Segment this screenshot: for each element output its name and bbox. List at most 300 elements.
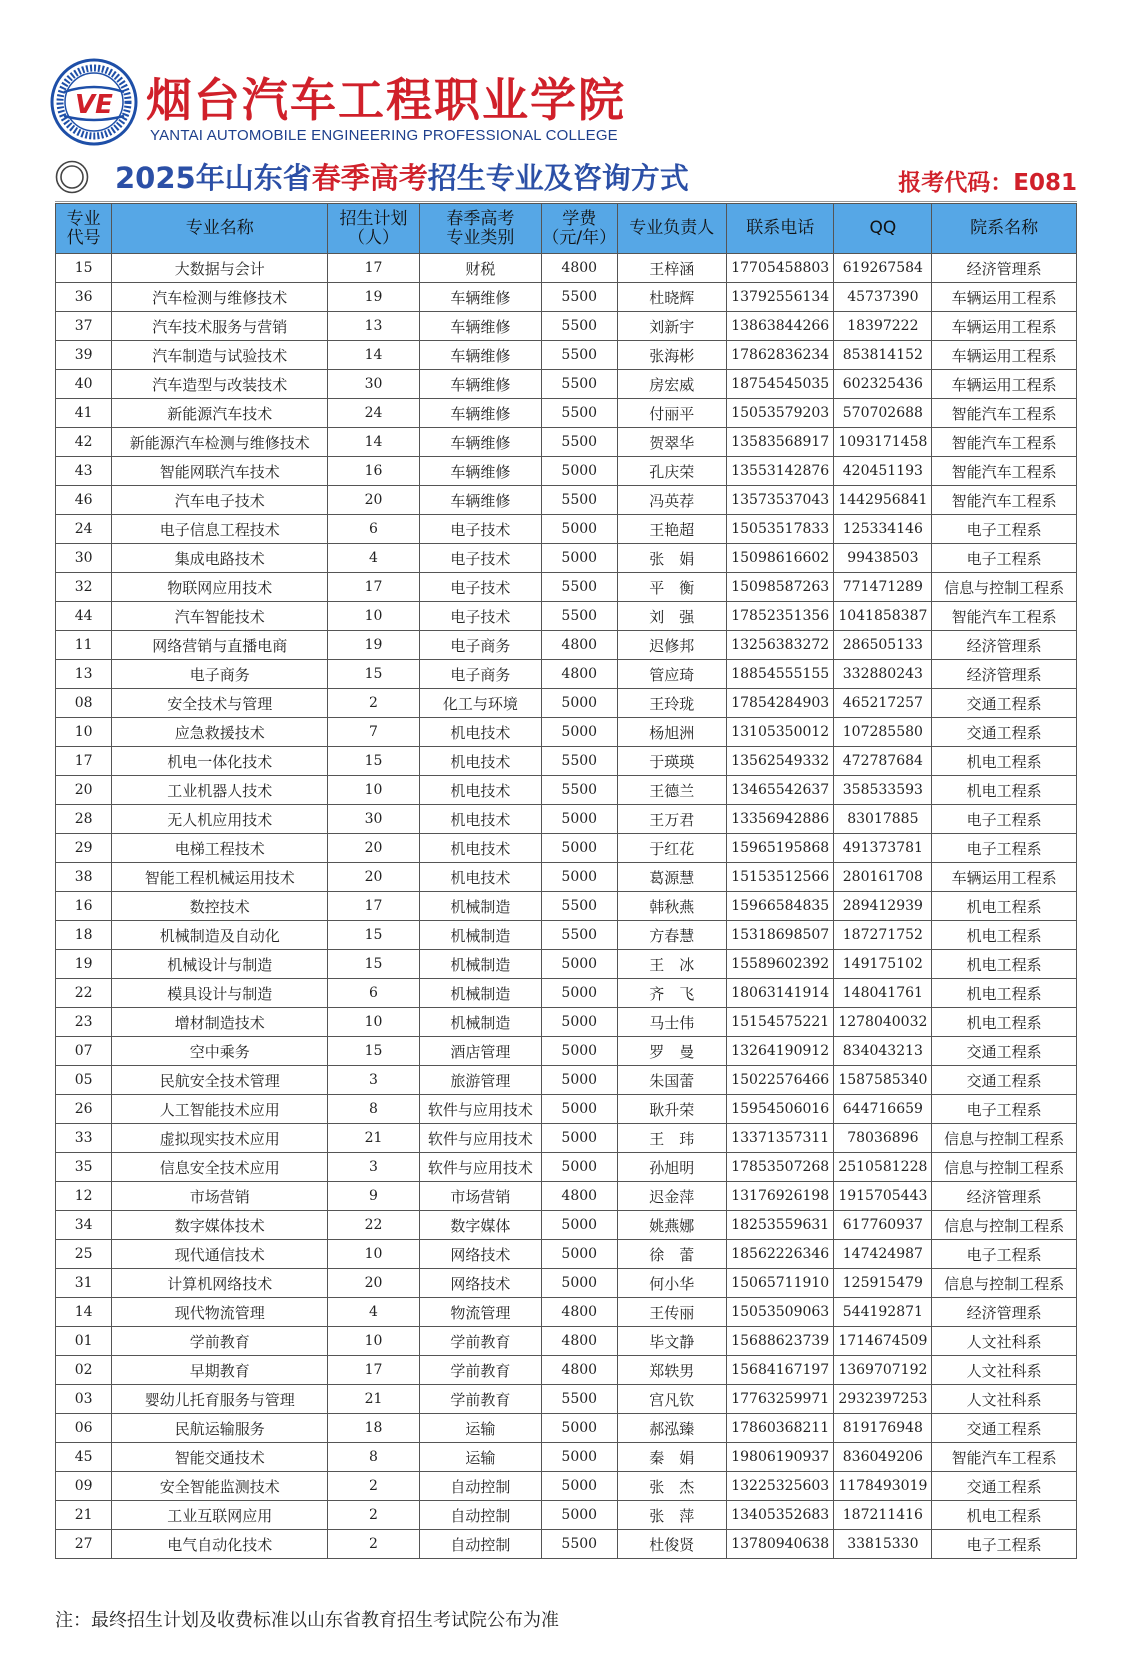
major-name-cell: 增材制造技术 xyxy=(112,1008,328,1037)
enrollment-plan-cell: 2 xyxy=(328,1472,419,1501)
major-name-cell: 智能网联汽车技术 xyxy=(112,457,328,486)
phone-cell: 15065711910 xyxy=(727,1269,834,1298)
phone-cell: 18562226346 xyxy=(727,1240,834,1269)
major-contact-cell: 付丽平 xyxy=(617,399,727,428)
major-name-cell: 早期教育 xyxy=(112,1356,328,1385)
tuition-cell: 5500 xyxy=(542,1385,618,1414)
major-code-cell: 44 xyxy=(56,602,112,631)
major-contact-cell: 方春慧 xyxy=(617,921,727,950)
phone-cell: 15098587263 xyxy=(727,573,834,602)
exam-category-cell: 机电技术 xyxy=(419,834,541,863)
qq-cell: 78036896 xyxy=(834,1124,932,1153)
phone-cell: 17853507268 xyxy=(727,1153,834,1182)
major-name-cell: 安全技术与管理 xyxy=(112,689,328,718)
major-code-cell: 23 xyxy=(56,1008,112,1037)
exam-category-cell: 电子商务 xyxy=(419,660,541,689)
qq-cell: 1587585340 xyxy=(834,1066,932,1095)
department-cell: 交通工程系 xyxy=(932,1414,1077,1443)
exam-category-cell: 市场营销 xyxy=(419,1182,541,1211)
department-cell: 电子工程系 xyxy=(932,1530,1077,1559)
major-contact-cell: 王玲珑 xyxy=(617,689,727,718)
department-cell: 机电工程系 xyxy=(932,979,1077,1008)
major-contact-cell: 管应琦 xyxy=(617,660,727,689)
exam-category-cell: 物流管理 xyxy=(419,1298,541,1327)
phone-cell: 13371357311 xyxy=(727,1124,834,1153)
qq-cell: 570702688 xyxy=(834,399,932,428)
column-header: 院系名称 xyxy=(932,204,1077,254)
department-cell: 信息与控制工程系 xyxy=(932,1153,1077,1182)
enrollment-plan-cell: 14 xyxy=(328,341,419,370)
enrollment-plan-cell: 17 xyxy=(328,1356,419,1385)
department-cell: 智能汽车工程系 xyxy=(932,399,1077,428)
tuition-cell: 5000 xyxy=(542,544,618,573)
exam-category-cell: 机械制造 xyxy=(419,1008,541,1037)
tuition-cell: 5500 xyxy=(542,776,618,805)
table-row xyxy=(56,1211,1077,1240)
major-name-cell: 市场营销 xyxy=(112,1182,328,1211)
target-circle-icon xyxy=(55,160,89,194)
major-name-cell: 机械设计与制造 xyxy=(112,950,328,979)
table-row xyxy=(56,399,1077,428)
major-contact-cell: 孔庆荣 xyxy=(617,457,727,486)
enrollment-plan-cell: 10 xyxy=(328,776,419,805)
enrollment-plan-cell: 2 xyxy=(328,1501,419,1530)
major-code-cell: 14 xyxy=(56,1298,112,1327)
exam-category-cell: 数字媒体 xyxy=(419,1211,541,1240)
qq-cell: 33815330 xyxy=(834,1530,932,1559)
department-cell: 车辆运用工程系 xyxy=(932,283,1077,312)
qq-cell: 147424987 xyxy=(834,1240,932,1269)
enrollment-plan-cell: 8 xyxy=(328,1443,419,1472)
major-code-cell: 09 xyxy=(56,1472,112,1501)
qq-cell: 187211416 xyxy=(834,1501,932,1530)
qq-cell: 420451193 xyxy=(834,457,932,486)
major-contact-cell: 韩秋燕 xyxy=(617,892,727,921)
major-contact-cell: 王德兰 xyxy=(617,776,727,805)
major-name-cell: 电子商务 xyxy=(112,660,328,689)
department-cell: 智能汽车工程系 xyxy=(932,486,1077,515)
exam-category-cell: 机电技术 xyxy=(419,747,541,776)
phone-cell: 13105350012 xyxy=(727,718,834,747)
school-name-cn: 烟台汽车工程职业学院 xyxy=(146,73,626,127)
column-header: 专业名称 xyxy=(112,204,328,254)
table-row xyxy=(56,573,1077,602)
department-cell: 人文社科系 xyxy=(932,1356,1077,1385)
exam-category-cell: 车辆维修 xyxy=(419,399,541,428)
enrollment-plan-cell: 22 xyxy=(328,1211,419,1240)
major-code-cell: 37 xyxy=(56,312,112,341)
major-name-cell: 数字媒体技术 xyxy=(112,1211,328,1240)
table-row xyxy=(56,1008,1077,1037)
exam-category-cell: 机电技术 xyxy=(419,805,541,834)
qq-cell: 1915705443 xyxy=(834,1182,932,1211)
qq-cell: 107285580 xyxy=(834,718,932,747)
table-row xyxy=(56,428,1077,457)
table-row xyxy=(56,1240,1077,1269)
qq-cell: 1041858387 xyxy=(834,602,932,631)
enrollment-plan-cell: 6 xyxy=(328,979,419,1008)
table-row xyxy=(56,776,1077,805)
major-code-cell: 13 xyxy=(56,660,112,689)
table-row xyxy=(56,892,1077,921)
department-cell: 交通工程系 xyxy=(932,1066,1077,1095)
major-contact-cell: 刘新宇 xyxy=(617,312,727,341)
major-code-cell: 32 xyxy=(56,573,112,602)
phone-cell: 13264190912 xyxy=(727,1037,834,1066)
phone-cell: 13405352683 xyxy=(727,1501,834,1530)
tuition-cell: 5500 xyxy=(542,747,618,776)
department-cell: 经济管理系 xyxy=(932,1298,1077,1327)
major-name-cell: 工业互联网应用 xyxy=(112,1501,328,1530)
tuition-cell: 5500 xyxy=(542,1530,618,1559)
enrollment-plan-cell: 3 xyxy=(328,1066,419,1095)
major-name-cell: 民航运输服务 xyxy=(112,1414,328,1443)
exam-category-cell: 酒店管理 xyxy=(419,1037,541,1066)
major-name-cell: 网络营销与直播电商 xyxy=(112,631,328,660)
table-row xyxy=(56,370,1077,399)
major-name-cell: 电子信息工程技术 xyxy=(112,515,328,544)
tuition-cell: 5500 xyxy=(542,283,618,312)
phone-cell: 18854555155 xyxy=(727,660,834,689)
tuition-cell: 5000 xyxy=(542,863,618,892)
qq-cell: 2510581228 xyxy=(834,1153,932,1182)
exam-category-cell: 电子技术 xyxy=(419,544,541,573)
qq-cell: 819176948 xyxy=(834,1414,932,1443)
table-row xyxy=(56,1066,1077,1095)
major-contact-cell: 贺翠华 xyxy=(617,428,727,457)
table-row xyxy=(56,747,1077,776)
major-code-cell: 17 xyxy=(56,747,112,776)
school-emblem-icon xyxy=(50,58,138,146)
enrollment-plan-cell: 17 xyxy=(328,254,419,283)
major-name-cell: 集成电路技术 xyxy=(112,544,328,573)
phone-cell: 15684167197 xyxy=(727,1356,834,1385)
enrollment-plan-cell: 15 xyxy=(328,747,419,776)
qq-cell: 853814152 xyxy=(834,341,932,370)
tuition-cell: 5000 xyxy=(542,1153,618,1182)
major-code-cell: 36 xyxy=(56,283,112,312)
exam-category-cell: 网络技术 xyxy=(419,1269,541,1298)
major-name-cell: 电气自动化技术 xyxy=(112,1530,328,1559)
major-contact-cell: 王万君 xyxy=(617,805,727,834)
major-contact-cell: 孙旭明 xyxy=(617,1153,727,1182)
major-code-cell: 39 xyxy=(56,341,112,370)
tuition-cell: 5000 xyxy=(542,1240,618,1269)
major-code-cell: 27 xyxy=(56,1530,112,1559)
major-contact-cell: 杜晓辉 xyxy=(617,283,727,312)
exam-category-cell: 车辆维修 xyxy=(419,457,541,486)
column-header: 专业负责人 xyxy=(617,204,727,254)
department-cell: 机电工程系 xyxy=(932,776,1077,805)
qq-cell: 1442956841 xyxy=(834,486,932,515)
enrollment-plan-cell: 3 xyxy=(328,1153,419,1182)
phone-cell: 13573537043 xyxy=(727,486,834,515)
enrollment-plan-cell: 14 xyxy=(328,428,419,457)
department-cell: 信息与控制工程系 xyxy=(932,1269,1077,1298)
exam-category-cell: 电子技术 xyxy=(419,515,541,544)
major-code-cell: 21 xyxy=(56,1501,112,1530)
enrollment-plan-cell: 20 xyxy=(328,1269,419,1298)
major-name-cell: 智能交通技术 xyxy=(112,1443,328,1472)
phone-cell: 13356942886 xyxy=(727,805,834,834)
tuition-cell: 4800 xyxy=(542,631,618,660)
phone-cell: 15053509063 xyxy=(727,1298,834,1327)
qq-cell: 1178493019 xyxy=(834,1472,932,1501)
major-contact-cell: 杜俊贤 xyxy=(617,1530,727,1559)
exam-category-cell: 机械制造 xyxy=(419,892,541,921)
major-contact-cell: 平 衡 xyxy=(617,573,727,602)
table-row xyxy=(56,1443,1077,1472)
table-row xyxy=(56,863,1077,892)
table-row xyxy=(56,834,1077,863)
major-name-cell: 虚拟现实技术应用 xyxy=(112,1124,328,1153)
exam-category-cell: 机械制造 xyxy=(419,979,541,1008)
qq-cell: 187271752 xyxy=(834,921,932,950)
column-header: 招生计划 （人） xyxy=(328,204,419,254)
exam-category-cell: 电子技术 xyxy=(419,602,541,631)
department-cell: 人文社科系 xyxy=(932,1327,1077,1356)
major-code-cell: 29 xyxy=(56,834,112,863)
department-cell: 电子工程系 xyxy=(932,1240,1077,1269)
phone-cell: 13553142876 xyxy=(727,457,834,486)
major-name-cell: 机电一体化技术 xyxy=(112,747,328,776)
tuition-cell: 5000 xyxy=(542,1008,618,1037)
tuition-cell: 5000 xyxy=(542,1501,618,1530)
major-name-cell: 人工智能技术应用 xyxy=(112,1095,328,1124)
major-name-cell: 汽车电子技术 xyxy=(112,486,328,515)
major-code-cell: 02 xyxy=(56,1356,112,1385)
exam-code-label: 报考代码：E081 xyxy=(898,170,1077,196)
enrollment-plan-cell: 10 xyxy=(328,1008,419,1037)
qq-cell: 332880243 xyxy=(834,660,932,689)
major-contact-cell: 王传丽 xyxy=(617,1298,727,1327)
department-cell: 电子工程系 xyxy=(932,805,1077,834)
qq-cell: 280161708 xyxy=(834,863,932,892)
exam-category-cell: 机电技术 xyxy=(419,776,541,805)
table-row xyxy=(56,631,1077,660)
enrollment-plan-cell: 2 xyxy=(328,689,419,718)
enrollment-plan-cell: 6 xyxy=(328,515,419,544)
phone-cell: 17763259971 xyxy=(727,1385,834,1414)
qq-cell: 836049206 xyxy=(834,1443,932,1472)
department-cell: 智能汽车工程系 xyxy=(932,428,1077,457)
major-contact-cell: 齐 飞 xyxy=(617,979,727,1008)
enrollment-plan-cell: 2 xyxy=(328,1530,419,1559)
enrollment-plan-cell: 10 xyxy=(328,602,419,631)
tuition-cell: 5000 xyxy=(542,457,618,486)
exam-category-cell: 机电技术 xyxy=(419,863,541,892)
major-name-cell: 汽车智能技术 xyxy=(112,602,328,631)
major-code-cell: 35 xyxy=(56,1153,112,1182)
qq-cell: 358533593 xyxy=(834,776,932,805)
exam-category-cell: 财税 xyxy=(419,254,541,283)
department-cell: 智能汽车工程系 xyxy=(932,602,1077,631)
major-code-cell: 18 xyxy=(56,921,112,950)
enrollment-plan-cell: 15 xyxy=(328,660,419,689)
tuition-cell: 5500 xyxy=(542,602,618,631)
table-row xyxy=(56,1327,1077,1356)
major-name-cell: 婴幼儿托育服务与管理 xyxy=(112,1385,328,1414)
qq-cell: 125334146 xyxy=(834,515,932,544)
tuition-cell: 5000 xyxy=(542,1269,618,1298)
enrollment-plan-cell: 20 xyxy=(328,863,419,892)
major-code-cell: 40 xyxy=(56,370,112,399)
department-cell: 信息与控制工程系 xyxy=(932,1211,1077,1240)
tuition-cell: 5000 xyxy=(542,689,618,718)
qq-cell: 491373781 xyxy=(834,834,932,863)
enrollment-plan-cell: 19 xyxy=(328,631,419,660)
phone-cell: 15022576466 xyxy=(727,1066,834,1095)
column-header: QQ xyxy=(834,204,932,254)
table-row xyxy=(56,602,1077,631)
phone-cell: 15053517833 xyxy=(727,515,834,544)
department-cell: 机电工程系 xyxy=(932,1501,1077,1530)
qq-cell: 83017885 xyxy=(834,805,932,834)
exam-category-cell: 电子商务 xyxy=(419,631,541,660)
department-cell: 电子工程系 xyxy=(932,1095,1077,1124)
enrollment-plan-cell: 4 xyxy=(328,544,419,573)
table-row xyxy=(56,1037,1077,1066)
major-code-cell: 46 xyxy=(56,486,112,515)
major-contact-cell: 于瑛瑛 xyxy=(617,747,727,776)
major-code-cell: 42 xyxy=(56,428,112,457)
tuition-cell: 5000 xyxy=(542,1037,618,1066)
phone-cell: 15966584835 xyxy=(727,892,834,921)
major-code-cell: 30 xyxy=(56,544,112,573)
page-title: 2025年山东省春季高考招生专业及咨询方式 xyxy=(115,161,689,195)
enrollment-plan-cell: 24 xyxy=(328,399,419,428)
enrollment-plan-cell: 15 xyxy=(328,921,419,950)
phone-cell: 13792556134 xyxy=(727,283,834,312)
major-code-cell: 05 xyxy=(56,1066,112,1095)
qq-cell: 644716659 xyxy=(834,1095,932,1124)
major-code-cell: 43 xyxy=(56,457,112,486)
phone-cell: 17854284903 xyxy=(727,689,834,718)
exam-category-cell: 车辆维修 xyxy=(419,312,541,341)
tuition-cell: 4800 xyxy=(542,254,618,283)
tuition-cell: 5000 xyxy=(542,950,618,979)
phone-cell: 17862836234 xyxy=(727,341,834,370)
department-cell: 智能汽车工程系 xyxy=(932,1443,1077,1472)
phone-cell: 13225325603 xyxy=(727,1472,834,1501)
table-row xyxy=(56,1182,1077,1211)
major-code-cell: 24 xyxy=(56,515,112,544)
qq-cell: 99438503 xyxy=(834,544,932,573)
major-name-cell: 现代物流管理 xyxy=(112,1298,328,1327)
enrollment-plan-cell: 15 xyxy=(328,950,419,979)
major-contact-cell: 房宏威 xyxy=(617,370,727,399)
major-code-cell: 34 xyxy=(56,1211,112,1240)
table-row xyxy=(56,515,1077,544)
tuition-cell: 4800 xyxy=(542,1182,618,1211)
department-cell: 车辆运用工程系 xyxy=(932,341,1077,370)
exam-category-cell: 自动控制 xyxy=(419,1472,541,1501)
tuition-cell: 4800 xyxy=(542,660,618,689)
svg-text:VE: VE xyxy=(75,90,113,120)
exam-category-cell: 车辆维修 xyxy=(419,370,541,399)
major-contact-cell: 王艳超 xyxy=(617,515,727,544)
major-name-cell: 智能工程机械运用技术 xyxy=(112,863,328,892)
major-code-cell: 26 xyxy=(56,1095,112,1124)
table-row xyxy=(56,950,1077,979)
major-name-cell: 学前教育 xyxy=(112,1327,328,1356)
major-code-cell: 22 xyxy=(56,979,112,1008)
department-cell: 经济管理系 xyxy=(932,254,1077,283)
table-row xyxy=(56,486,1077,515)
tuition-cell: 5000 xyxy=(542,1066,618,1095)
department-cell: 交通工程系 xyxy=(932,1037,1077,1066)
exam-category-cell: 运输 xyxy=(419,1414,541,1443)
table-header-row xyxy=(56,204,1077,254)
table-row xyxy=(56,979,1077,1008)
qq-cell: 834043213 xyxy=(834,1037,932,1066)
major-name-cell: 汽车制造与试验技术 xyxy=(112,341,328,370)
major-code-cell: 16 xyxy=(56,892,112,921)
major-contact-cell: 徐 蕾 xyxy=(617,1240,727,1269)
enrollment-plan-cell: 15 xyxy=(328,1037,419,1066)
table-row xyxy=(56,1530,1077,1559)
major-contact-cell: 张海彬 xyxy=(617,341,727,370)
major-code-cell: 10 xyxy=(56,718,112,747)
phone-cell: 13863844266 xyxy=(727,312,834,341)
phone-cell: 17860368211 xyxy=(727,1414,834,1443)
major-code-cell: 03 xyxy=(56,1385,112,1414)
tuition-cell: 5500 xyxy=(542,312,618,341)
major-contact-cell: 迟修邦 xyxy=(617,631,727,660)
major-name-cell: 应急救援技术 xyxy=(112,718,328,747)
major-name-cell: 安全智能监测技术 xyxy=(112,1472,328,1501)
table-row xyxy=(56,1269,1077,1298)
qq-cell: 771471289 xyxy=(834,573,932,602)
major-contact-cell: 朱国蕾 xyxy=(617,1066,727,1095)
table-row xyxy=(56,660,1077,689)
qq-cell: 1369707192 xyxy=(834,1356,932,1385)
enrollment-plan-cell: 17 xyxy=(328,573,419,602)
phone-cell: 15098616602 xyxy=(727,544,834,573)
phone-cell: 17852351356 xyxy=(727,602,834,631)
tuition-cell: 4800 xyxy=(542,1298,618,1327)
phone-cell: 13583568917 xyxy=(727,428,834,457)
tuition-cell: 5500 xyxy=(542,399,618,428)
column-header: 联系电话 xyxy=(727,204,834,254)
exam-category-cell: 旅游管理 xyxy=(419,1066,541,1095)
phone-cell: 13176926198 xyxy=(727,1182,834,1211)
tuition-cell: 5500 xyxy=(542,428,618,457)
tuition-cell: 5000 xyxy=(542,515,618,544)
table-row xyxy=(56,689,1077,718)
tuition-cell: 5500 xyxy=(542,370,618,399)
major-name-cell: 计算机网络技术 xyxy=(112,1269,328,1298)
major-name-cell: 物联网应用技术 xyxy=(112,573,328,602)
major-code-cell: 25 xyxy=(56,1240,112,1269)
qq-cell: 148041761 xyxy=(834,979,932,1008)
major-contact-cell: 王 冰 xyxy=(617,950,727,979)
department-cell: 信息与控制工程系 xyxy=(932,573,1077,602)
major-name-cell: 机械制造及自动化 xyxy=(112,921,328,950)
major-code-cell: 33 xyxy=(56,1124,112,1153)
major-name-cell: 无人机应用技术 xyxy=(112,805,328,834)
phone-cell: 15318698507 xyxy=(727,921,834,950)
tuition-cell: 5500 xyxy=(542,341,618,370)
phone-cell: 15589602392 xyxy=(727,950,834,979)
tuition-cell: 5000 xyxy=(542,834,618,863)
major-name-cell: 模具设计与制造 xyxy=(112,979,328,1008)
title-row xyxy=(55,156,1077,200)
qq-cell: 125915479 xyxy=(834,1269,932,1298)
majors-table xyxy=(55,203,1077,1559)
major-contact-cell: 马士伟 xyxy=(617,1008,727,1037)
table-row xyxy=(56,341,1077,370)
